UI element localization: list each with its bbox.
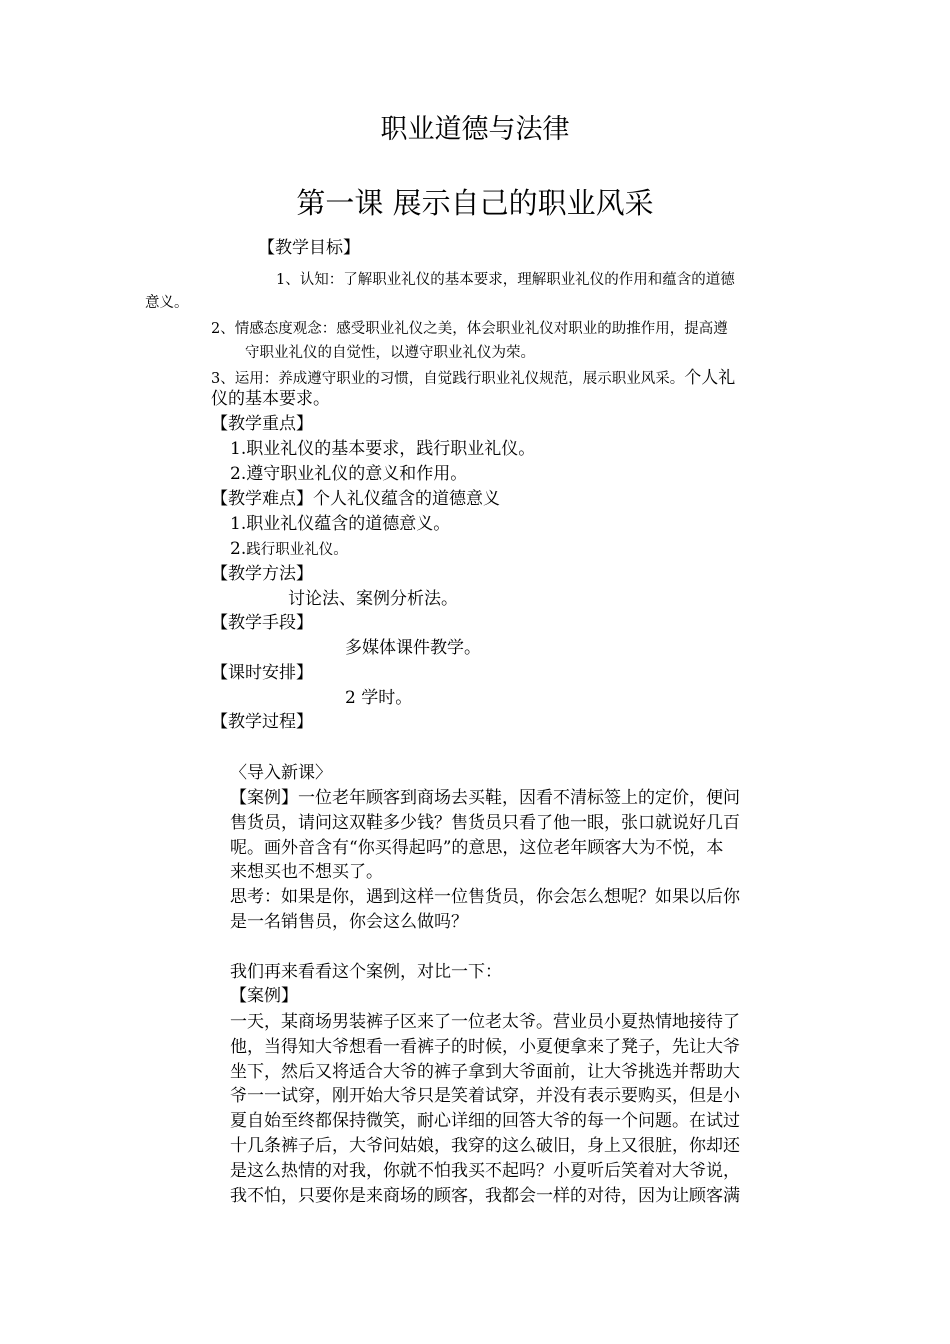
compare-line: 我们再来看看这个案例，对比一下： <box>230 962 502 982</box>
case2-line: 我不怕，只要你是来商场的顾客，我都会一样的对待，因为让顾客满 <box>230 1186 740 1206</box>
objective-3-text: 3、运用：养成遵守职业的习惯，自觉践行职业礼仪规范，展示职业风采。 <box>211 371 685 387</box>
case1-line: 是一名销售员，你会这么做吗？ <box>230 912 468 932</box>
objective-2-line-2: 守职业礼仪的自觉性，以遵守职业礼仪为荣。 <box>245 345 535 361</box>
objective-1-line-1: 1、认知：了解职业礼仪的基本要求，理解职业礼仪的作用和蕴含的道德 <box>276 272 735 288</box>
intro-heading: 〈导入新课〉 <box>230 763 332 783</box>
difficulty-2-text: 践行职业礼仪。 <box>246 542 348 558</box>
case1-line: 来想买也不想买了。 <box>230 862 383 882</box>
objective-3-tail: 个人礼 <box>684 368 736 388</box>
method-heading: 【教学方法】 <box>211 564 313 584</box>
case2-heading: 【案例】 <box>230 986 298 1006</box>
means-heading: 【教学手段】 <box>211 613 313 633</box>
case1-line: 售货员，请问这双鞋多少钱？售货员只看了他一眼，张口就说好几百 <box>230 813 740 833</box>
case2-line: 爷一一试穿，刚开始大爷只是笑着试穿，并没有表示要购买，但是小 <box>230 1086 740 1106</box>
difficulty-1: 1.职业礼仪蕴含的道德意义。 <box>230 514 451 534</box>
difficulty-2-number: 2. <box>230 539 247 559</box>
case2-line: 十几条裤子后，大爷问姑娘，我穿的这么破旧，身上又很脏，你却还 <box>230 1136 740 1156</box>
lesson-title: 第一课 展示自己的职业风采 <box>296 186 654 220</box>
case1-line: 【案例】一位老年顾客到商场去买鞋，因看不清标签上的定价，便问 <box>230 788 740 808</box>
case1-line: 思考：如果是你，遇到这样一位售货员，你会怎么想呢？如果以后你 <box>230 887 740 907</box>
key-point-2: 2.遵守职业礼仪的意义和作用。 <box>230 464 468 484</box>
objective-3-line-1 <box>211 367 735 390</box>
case2-line: 他，当得知大爷想看一看裤子的时候，小夏便拿来了凳子，先让大爷 <box>230 1037 740 1057</box>
case2-line: 一天，某商场男装裤子区来了一位老太爷。营业员小夏热情地接待了 <box>230 1012 740 1032</box>
case2-line: 坐下，然后又将适合大爷的裤子拿到大爷面前，让大爷挑选并帮助大 <box>230 1062 740 1082</box>
objective-3-line-2: 仪的基本要求。 <box>211 389 330 409</box>
process-heading: 【教学过程】 <box>211 712 313 732</box>
objective-1-line-2: 意义。 <box>145 295 189 311</box>
method-text: 讨论法、案例分析法。 <box>288 589 458 609</box>
case1-line: 呢。画外音含有“你买得起吗”的意思，这位老年顾客大为不悦，本 <box>230 838 724 858</box>
case2-line: 夏自始至终都保持微笑，耐心详细的回答大爷的每一个问题。在试过 <box>230 1111 740 1131</box>
means-text: 多媒体课件教学。 <box>345 638 481 658</box>
schedule-text: 2 学时。 <box>345 688 413 708</box>
schedule-heading: 【课时安排】 <box>211 663 313 683</box>
objectives-heading: 【教学目标】 <box>258 238 360 258</box>
case2-line: 是这么热情的对我，你就不怕我买不起吗？小夏听后笑着对大爷说， <box>230 1161 740 1181</box>
key-points-heading: 【教学重点】 <box>211 414 313 434</box>
difficulty-heading: 【教学难点】个人礼仪蕴含的道德意义 <box>211 489 500 509</box>
difficulty-2 <box>230 538 348 561</box>
objective-2-line-1: 2、情感态度观念：感受职业礼仪之美，体会职业礼仪对职业的助推作用，提高遵 <box>211 321 728 337</box>
key-point-1: 1.职业礼仪的基本要求，践行职业礼仪。 <box>230 439 536 459</box>
document-title: 职业道德与法律 <box>380 114 570 145</box>
